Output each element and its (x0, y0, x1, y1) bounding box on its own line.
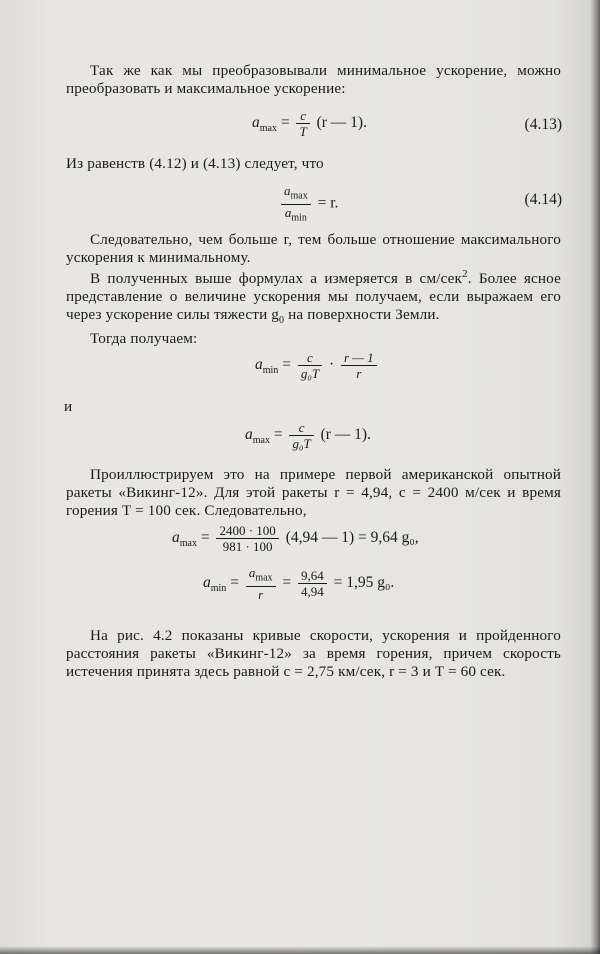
fraction: $\frac{a_{max}}{a_{min}}$ (281, 183, 311, 225)
fraction: $\frac{a_{max}}{r}$ (246, 565, 276, 602)
paragraph-consequently: Следовательно, чем больше r, тем больше отношение максимального ускорения к минимальному. (66, 231, 561, 266)
equation-max-in-g: $a_{max}$ = $\frac{c}{\text{g₀T}}$ (r — 1). (245, 420, 371, 451)
eq-rhs: (r — 1). (316, 114, 367, 132)
page-bottom-shadow (0, 946, 600, 954)
fraction: $\frac{c}{\text{g₀T}}$ (298, 350, 322, 381)
conjunction-and: и (64, 398, 73, 415)
equation-4-13 (252, 108, 367, 139)
paragraph-from-equalities: Из равенств (4.12) и (4.13) следует, что (66, 155, 324, 172)
paragraph-units: В полученных выше формулах a измеряется в см/сек$^2$. Более ясное представление о величине ускорения мы получаем, если выражаем его через ускорение силы тяжести $g_0$ на поверхности Земли. (66, 268, 561, 327)
equation-min-in-g: $a_{min}$ = $\frac{c}{\text{g₀T}}$ · $\frac{r — 1}{r}$ (255, 350, 380, 381)
fraction: $\frac{2400 \cdot 100}{981 \cdot 100}$ (216, 523, 278, 554)
equation-numeric-max: $a_{max}$ = $\frac{2400 \cdot 100}{981 \cdot 100}$ (4,94 — 1) = 9,64 g₀, (172, 523, 419, 554)
fraction: $\frac{r — 1}{r}$ (341, 350, 377, 381)
eq-sign: = (280, 114, 290, 132)
paragraph-figure-reference: На рис. 4.2 показаны кривые скорости, ускорения и пройденного расстояния ракеты «Викинг-12» за время горения, причем скорость истечения принята здесь равной c = 2,75 км/сек, r = 3 и T = 60 сек. (66, 627, 561, 680)
paragraph-viking-example: Проиллюстрируем это на примере первой американской опытной ракеты «Викинг-12». Для этой ракеты r = 4,94, c = 2400 м/сек и время горения T = 100 сек. Следовательно, (66, 466, 561, 519)
equation-4-14 (278, 183, 338, 225)
fraction: $\frac{c}{\text{g₀T}}$ (289, 420, 313, 451)
equation-numeric-min: $a_{min}$ = $\frac{a_{max}}{r}$ = $\frac{9,64}{4,94}$ = 1,95 g₀. (203, 565, 395, 602)
eq-symbol: a (252, 114, 260, 132)
fraction: $\frac{9,64}{4,94}$ (298, 568, 327, 599)
equation-number-4-13: (4.13) (524, 116, 562, 133)
paragraph-then-we-get: Тогда получаем: (90, 330, 198, 347)
fraction: $\frac{c}{T}$ (296, 108, 309, 139)
equation-number-4-14: (4.14) (524, 191, 562, 208)
page-edge-shadow (590, 0, 600, 954)
eq-rhs: = r. (317, 194, 339, 212)
eq-subscript: max (259, 123, 277, 135)
paragraph-max-acceleration-intro: Так же как мы преобразовывали минимальное ускорение, можно преобразовать и максимальное ускорение: (66, 62, 561, 97)
